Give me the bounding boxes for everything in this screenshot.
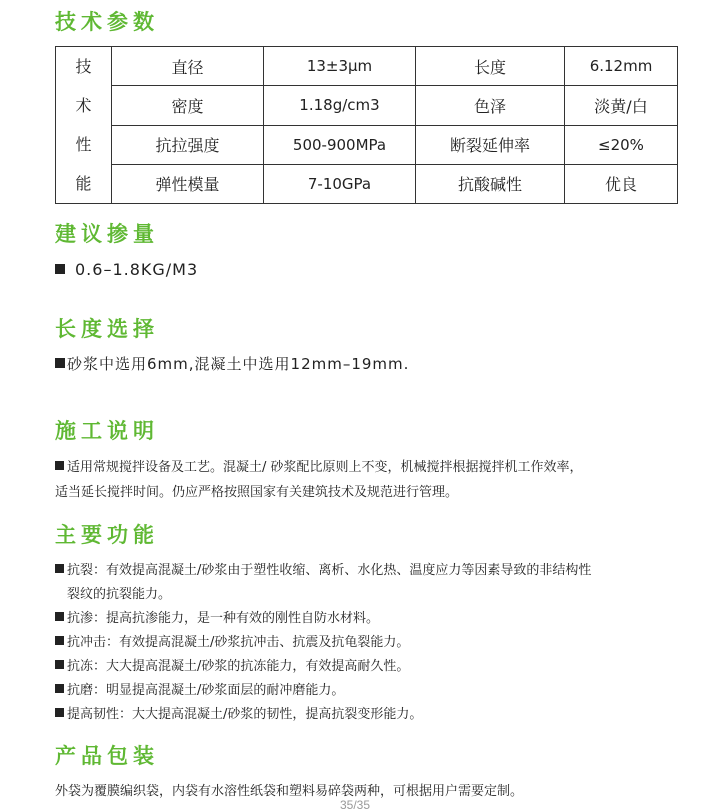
bullet-square-icon <box>55 636 64 645</box>
bullet-square-icon <box>55 264 65 274</box>
section-title-functions: 主要功能 <box>55 523 159 547</box>
section-title-tech: 技术参数 <box>55 10 159 34</box>
table-row <box>56 125 678 164</box>
bullet-square-icon <box>55 461 64 470</box>
section-title-packaging: 产品包装 <box>55 744 159 768</box>
table-row <box>56 164 678 203</box>
param-value: 优良 <box>565 164 678 203</box>
bullet-square-icon <box>55 612 64 621</box>
table-row <box>56 86 678 125</box>
param-value: ≤20% <box>565 125 678 164</box>
param-value: 7-10GPa <box>264 164 416 203</box>
param-name: 断裂延伸率 <box>416 125 565 164</box>
function-item: 抗冻：大大提高混凝土/砂浆的抗冻能力，有效提高耐久性。 <box>55 660 409 673</box>
section-title-dosage: 建议掺量 <box>55 222 159 246</box>
bullet-square-icon <box>55 660 64 669</box>
param-value: 1.18g/cm3 <box>264 86 416 125</box>
function-item-continuation: 裂纹的抗裂能力。 <box>67 587 172 602</box>
dosage-line: 0.6–1.8KG/M3 <box>55 262 198 278</box>
section-title-construction: 施工说明 <box>55 419 159 443</box>
section-title-length: 长度选择 <box>55 317 159 341</box>
param-name: 直径 <box>112 47 264 86</box>
param-name: 色泽 <box>416 86 565 125</box>
function-item: 抗磨：明显提高混凝土/砂浆面层的耐冲磨能力。 <box>55 684 344 697</box>
param-value: 13±3μm <box>264 47 416 86</box>
bullet-square-icon <box>55 564 64 573</box>
param-name: 长度 <box>416 47 565 86</box>
function-item: 提高韧性：大大提高混凝土/砂浆的韧性，提高抗裂变形能力。 <box>55 708 422 721</box>
bullet-square-icon <box>55 708 64 717</box>
function-item: 抗冲击：有效提高混凝土/砂浆抗冲击、抗震及抗龟裂能力。 <box>55 636 409 649</box>
param-value: 淡黄/白 <box>565 86 678 125</box>
function-item: 抗渗：提高抗渗能力，是一种有效的刚性自防水材料。 <box>55 612 379 625</box>
param-value: 500-900MPa <box>264 125 416 164</box>
bullet-square-icon <box>55 684 64 693</box>
param-name: 抗酸碱性 <box>416 164 565 203</box>
param-name: 密度 <box>112 86 264 125</box>
page-number: 35/35 <box>340 798 371 812</box>
function-item: 抗裂：有效提高混凝土/砂浆由于塑性收缩、离析、水化热、温度应力等因素导致的非结构性 <box>55 564 591 577</box>
param-value: 6.12mm <box>565 47 678 86</box>
construction-line: 适用常规搅拌设备及工艺。混凝土/ 砂浆配比原则上不变，机械搅拌根据搅拌机工作效率， <box>55 461 583 474</box>
length-line: 砂浆中选用6mm,混凝土中选用12mm–19mm. <box>55 357 409 372</box>
spec-table <box>55 46 678 204</box>
param-name: 抗拉强度 <box>112 125 264 164</box>
side-label: 技 术 性 能 <box>56 47 112 204</box>
param-name: 弹性模量 <box>112 164 264 203</box>
packaging-line: 外袋为覆膜编织袋，内袋有水溶性纸袋和塑料易碎袋两种，可根据用户需要定制。 <box>55 784 524 799</box>
table-row <box>56 47 678 86</box>
construction-line: 适当延长搅拌时间。仍应严格按照国家有关建筑技术及规范进行管理。 <box>55 485 459 500</box>
bullet-square-icon <box>55 358 65 368</box>
